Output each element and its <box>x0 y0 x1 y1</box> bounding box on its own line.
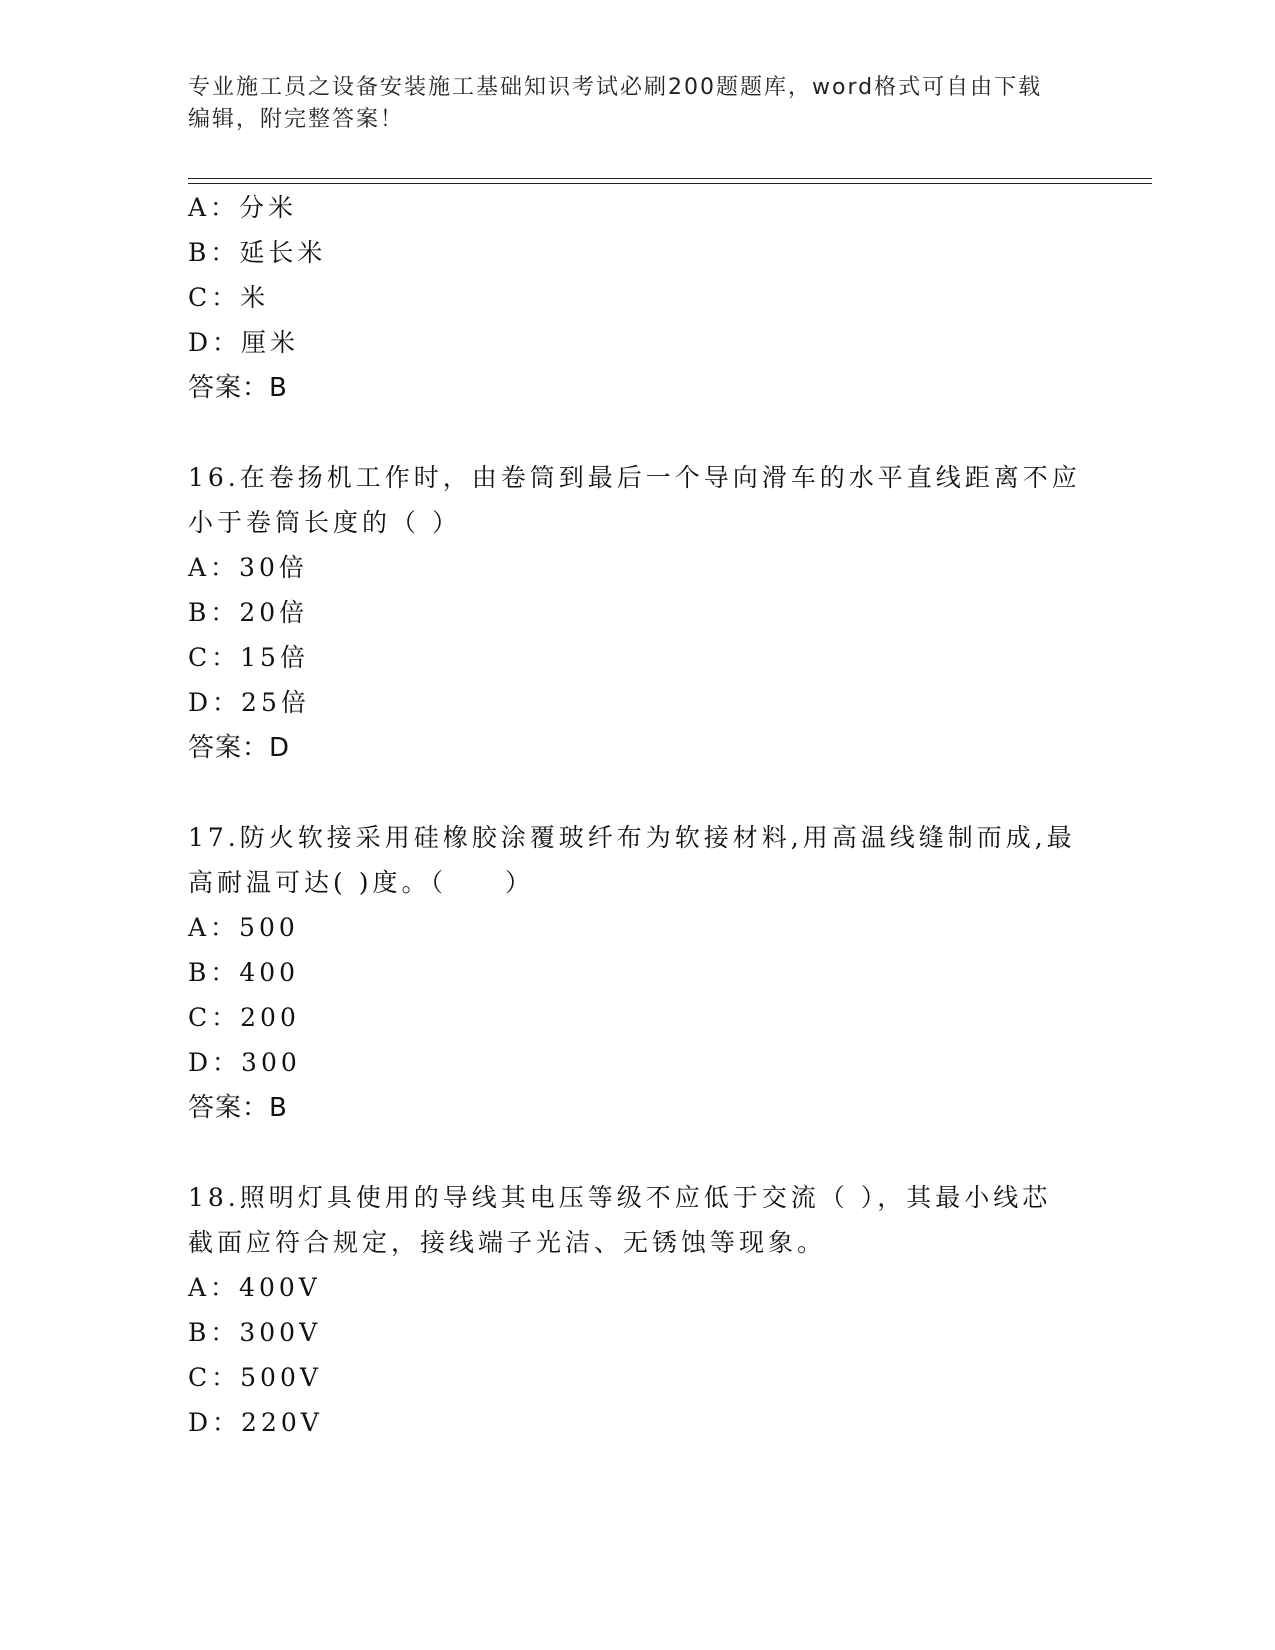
q18-option-c: C：500V <box>188 1363 322 1392</box>
q18-option-d: D：220V <box>188 1408 323 1437</box>
q16-stem-line-2: 小于卷筒长度的（ ） <box>188 508 461 537</box>
q16-stem-line-1: 16.在卷扬机工作时，由卷筒到最后一个导向滑车的水平直线距离不应 <box>188 463 1081 492</box>
q16-answer: 答案：D <box>188 733 291 763</box>
header-title-line-2: 编辑，附完整答案！ <box>188 107 405 132</box>
q16-option-b: B：20倍 <box>188 598 309 627</box>
header-divider-top <box>188 178 1152 179</box>
q16-option-d: D：25倍 <box>188 688 310 717</box>
header-title-line-1: 专业施工员之设备安装施工基础知识考试必刷200题题库，word格式可自由下载 <box>188 75 1043 100</box>
q18-stem-line-1: 18.照明灯具使用的导线其电压等级不应低于交流（ ），其最小线芯 <box>188 1183 1052 1212</box>
q18-option-b: B：300V <box>188 1318 322 1347</box>
q18-stem-line-2: 截面应符合规定，接线端子光洁、无锈蚀等现象。 <box>188 1228 827 1257</box>
q17-answer: 答案：B <box>188 1093 288 1123</box>
q17-stem-line-1: 17.防火软接采用硅橡胶涂覆玻纤布为软接材料,用高温线缝制而成,最 <box>188 823 1076 852</box>
q16-option-c: C：15倍 <box>188 643 309 672</box>
document-header <box>188 72 1088 136</box>
q18-option-a: A：400V <box>188 1273 321 1302</box>
q17-option-c: C：200 <box>188 1003 300 1032</box>
q16-option-a: A：30倍 <box>188 553 308 582</box>
q17-option-d: D：300 <box>188 1048 301 1077</box>
q15-option-b: B：延长米 <box>188 238 327 267</box>
q17-option-b: B：400 <box>188 958 300 987</box>
q15-option-a: A：分米 <box>188 193 298 222</box>
q17-option-a: A：500 <box>188 913 299 942</box>
q15-option-c: C：米 <box>188 283 270 312</box>
q15-option-d: D：厘米 <box>188 328 300 357</box>
q15-answer: 答案：B <box>188 373 288 403</box>
header-divider-bottom <box>188 183 1152 184</box>
q17-stem-line-2: 高耐温可达( )度。（ ） <box>188 868 534 897</box>
